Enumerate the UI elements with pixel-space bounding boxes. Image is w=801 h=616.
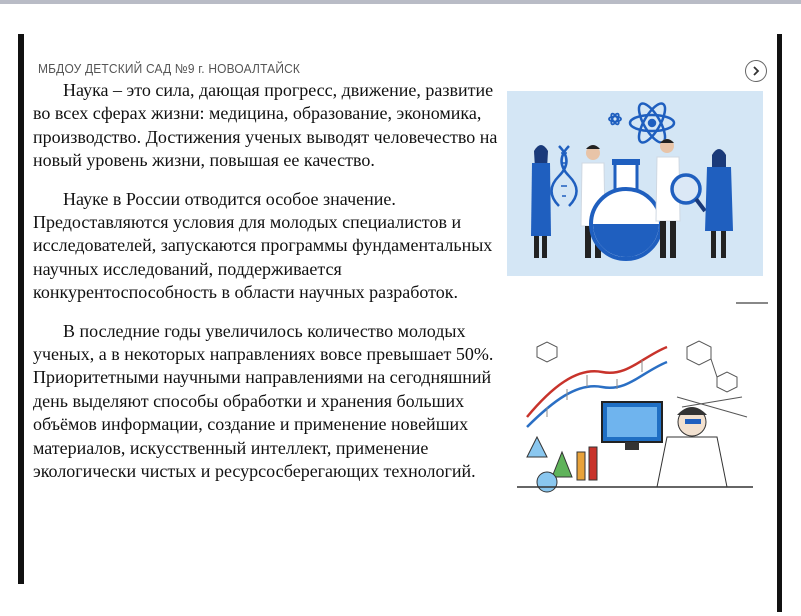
scientists-illustration [507, 91, 763, 276]
paragraph: В последние годы увеличилось количество молодых ученых, а в некоторых направлениях вовсе превышает 50%. Приоритетными научными направлениями на сегодняшний день выделяют способы обработки и хранения больших объёмов информации, создание и применение новейших материалов, искусственный интеллект, применение экологически чистых и ресурсосберегающих технологий. [33, 320, 494, 482]
chevron-right-icon [751, 66, 761, 76]
right-border-bar [777, 34, 782, 612]
divider [736, 302, 768, 304]
top-strip [0, 0, 801, 4]
page-header: МБДОУ ДЕТСКИЙ САД №9 г. НОВОАЛТАЙСК [38, 61, 301, 76]
left-border-bar [18, 34, 24, 584]
paragraph: Науке в России отводится особое значение. Предоставляются условия для молодых специалистов и исследователей, запускаются программы фундаментальных научных исследований, поддерживается конкурентоспособность в области научных разработок. [33, 188, 493, 303]
next-page-button[interactable] [745, 60, 767, 82]
paragraph: Наука – это сила, дающая прогресс, движение, развитие во всех сферах жизни: медицина, образование, экономика, производство. Достижения ученых выводят человечество на новый уровень жизни, повышая ее качество. [33, 80, 498, 171]
science-sketch-illustration [507, 327, 763, 505]
article-text [33, 79, 498, 499]
